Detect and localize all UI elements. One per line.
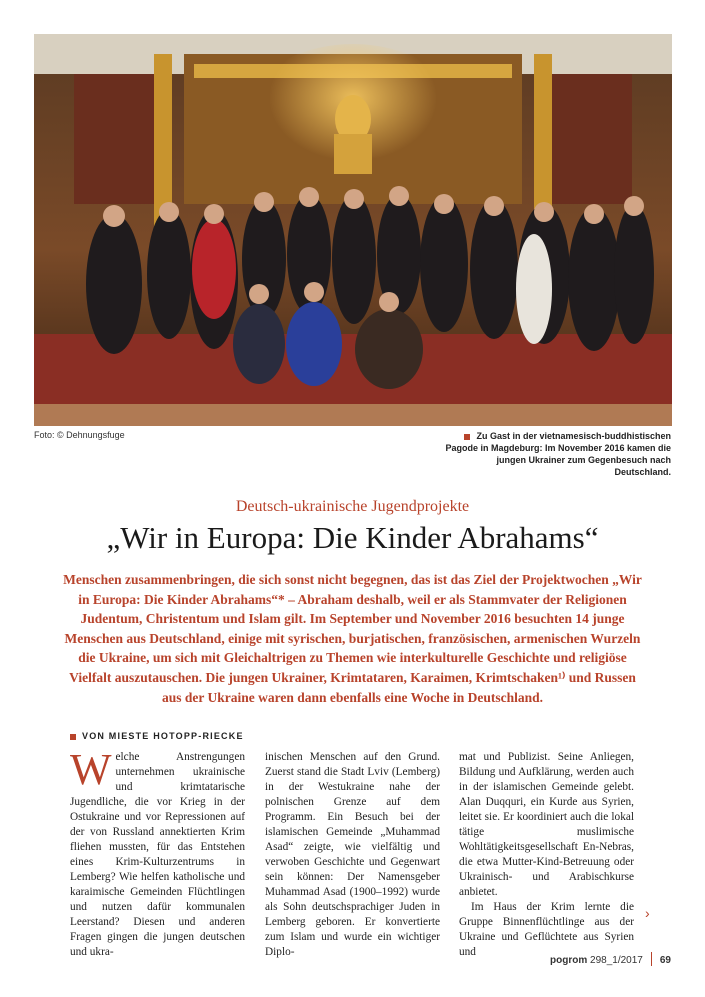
author-marker-icon — [70, 734, 76, 740]
author-name: VON MIESTE HOTOPP-RIECKE — [82, 731, 244, 741]
article-lead — [60, 570, 645, 707]
issue-number: 298_1/2017 — [590, 955, 643, 966]
photo-caption-text: Zu Gast in der vietnamesisch-buddhistischen Pagode in Magdeburg: Im November 2016 kamen die jungen Ukrainer zum Gegenbesuch nach Deutschland. — [445, 431, 671, 477]
dropcap: W — [70, 745, 112, 794]
chevron-right-icon: › — [645, 905, 650, 921]
article-title: „Wir in Europa: Die Kinder Abrahams“ — [106, 520, 599, 555]
column-3-paragraph-2: Im Haus der Krim lernte die Gruppe Binnenflüchtlinge aus der Ukraine und Geflüchtete aus Syrien und — [459, 901, 634, 958]
body-column-2 — [265, 750, 440, 960]
article-kicker: Deutsch-ukrainische Jugendprojekte — [235, 498, 470, 515]
column-1-text: elche Anstrengungen unternehmen ukrainische und krimtatarische Jugendliche, die vor Krieg in der Ostukraine und vor Repressionen auf der von Russland annektierten Krim fliehen mussten, für das Entstehen eines Krim-Kulturzentrums in Lemberg? Wie helfen katholische und karaimische Gemeinden Flüchtlingen und nutzen dafür kommunalen Leerstand? Diesen und anderen Fragen gingen die jungen deutschen und ukra- — [70, 751, 245, 958]
lead-text: Menschen zusammenbringen, die sich sonst nicht begegnen, das ist das Ziel der Projektwochen „Wir in Europa: Die Kinder Abrahams“* – Abraham deshalb, weil er als Stammvater der Religionen Judentum, Christentum und Islam gilt. Im September und November 2016 besuchten 14 junge Menschen aus Deutschland, einige mit syrischen, burjatischen, französischen, armenischen Wurzeln die Ukraine, um sich mit Gleichaltrigen zu Themen wie interkulturelle Geschichte und religiöse Vielfalt auszutauschen. Die jungen Ukrainer, Krimtataren, Karaimen, Krimtschaken¹⁾ und Russen aus der Ukraine waren dann ebenfalls eine Woche in Deutschland. — [63, 572, 642, 705]
footer-divider — [651, 952, 652, 966]
caption-marker-icon — [464, 434, 470, 440]
body-column-1 — [70, 745, 245, 960]
article-photo — [34, 34, 672, 426]
column-2-text: inischen Menschen auf den Grund. Zuerst stand die Stadt Lviv (Lemberg) in der Westukraine nahe der polnischen Grenze auf dem Programm. Ein Besuch bei der islamischen Gemeinde „Muhammad Asad“ zeigte, wie vielfältig und verwoben Geschichte und Gegenwart sein können: Der Namensgeber Muhammad Asad (1900–1992) wurde als Sohn deutschsprachiger Juden in Lemberg geboren. Er konvertierte zum Islam und wurde ein wichtiger Diplo- — [265, 751, 440, 958]
magazine-name: pogrom — [550, 955, 588, 966]
page-footer — [550, 952, 671, 966]
photo-credit: Foto: © Dehnungsfuge — [34, 430, 125, 440]
column-3-paragraph-1: mat und Publizist. Seine Anliegen, Bildung und Aufklärung, werden auch in der islamischen Gemeinde gelebt. Alan Duqquri, ein Kurde aus Syrien, leitet sie. Er koordiniert auch die lokal tätige muslimische Wohltätigkeitsgesellschaft En-Nebras, die etwa Mutter-Kind-Betreuung oder Ukrainisch- und Arabischkurse anbietet. — [459, 751, 634, 898]
body-column-3 — [459, 750, 634, 960]
photo-caption — [441, 430, 671, 478]
group-photo-image — [34, 34, 672, 426]
page-number: 69 — [659, 955, 671, 966]
author-line — [70, 731, 244, 741]
